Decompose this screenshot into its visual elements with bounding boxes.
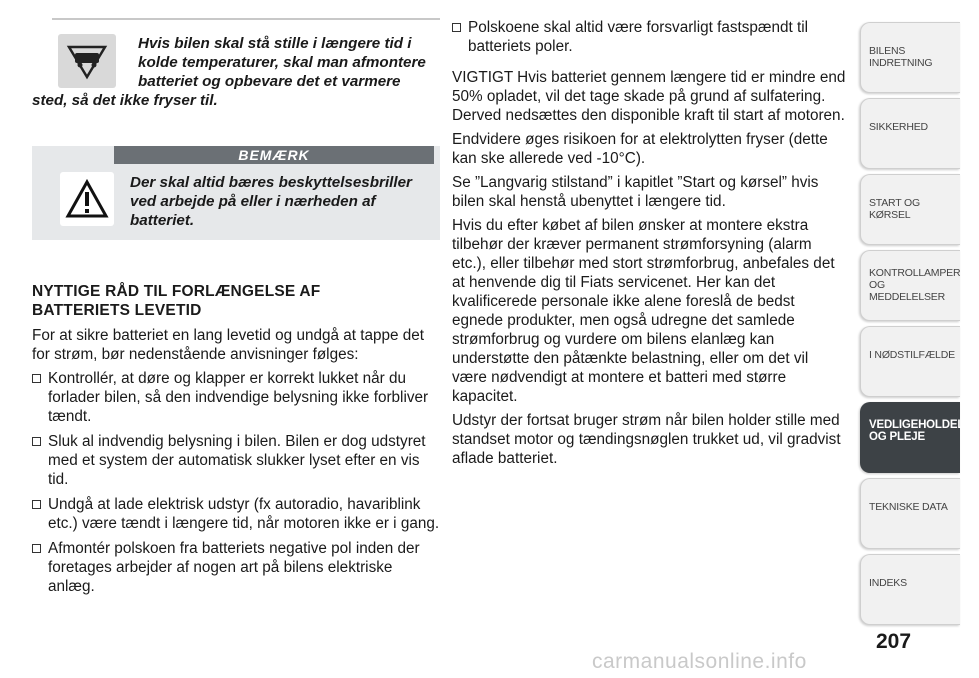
tab-label: SIKKERHED <box>869 121 928 133</box>
paragraph: Hvis du efter købet af bilen ønsker at montere ekstra tilbehør der kræver permanent strømforsyning (alarm etc.), eller tilbehør med stort strømforbrug, anbefales det at henvende dig til Fiats servicenet. Her kan det kvalificerede personale ikke alene foreslå de bedst egnede produkter, men også udregne det samlede strømforbrug og vurdere om bilens elanlæg kan understøtte den påtænkte belastning, eller om det vil være nødvendigt at montere et batteri med større kapacitet. <box>452 217 835 405</box>
pole-list <box>452 18 847 56</box>
paragraph: Endvidere øges risikoen for at elektrolytten fryser (dette kan ske allerede ved -10°C). <box>452 131 828 167</box>
tab-label: OG MEDDELELSER <box>869 279 945 303</box>
checkbox-bullet-icon <box>32 544 41 553</box>
checkbox-bullet-icon <box>32 374 41 383</box>
intro-paragraph: For at sikre batteriet en lang levetid og undgå at tappe det for strøm, bør nedenstående anvisninger følges: <box>32 327 425 363</box>
list-item <box>452 18 847 56</box>
tab-label: KONTROLLAMPER <box>869 267 961 279</box>
list-item-text: Polskoene skal altid være forsvarligt fastspændt til batteriets poler. <box>468 19 809 55</box>
note-cold-storage-text: Hvis bilen skal stå stille i længere tid i kolde temperaturer, skal man afmontere batteriet og opbevare det et varmere sted, så det ikke fryser til. <box>32 35 426 109</box>
tab-label: TEKNISKE DATA <box>869 501 948 513</box>
note-bemaerk <box>32 146 440 240</box>
list-item <box>32 432 440 489</box>
list-item-text: Kontrollér, at døre og klapper er korrekt lukket når du forlader bilen, så den indvendige belysning ikke forbliver tændt. <box>48 370 429 425</box>
list-item-text: Undgå at lade elektrisk udstyr (fx autoradio, havariblink etc.) være tændt i længere tid, når motoren ikke er i gang. <box>48 496 440 532</box>
tab-i-nodstilfaelde[interactable] <box>860 326 960 397</box>
watermark: carmanualsonline.info <box>592 650 807 673</box>
car-snow-icon <box>58 34 116 88</box>
tab-label: VEDLIGEHOLDELSE <box>869 419 979 431</box>
section-heading <box>32 282 440 320</box>
paragraph: Udstyr der fortsat bruger strøm når bilen holder stille med standset motor og tændingsnøglen trukket ud, vil gradvist aflade batteriet. <box>452 412 841 467</box>
left-column <box>32 18 440 602</box>
paragraph: Se ”Langvarig stilstand” i kapitlet ”Start og kørsel” hvis bilen skal henstå ubenyttet i længere tid. <box>452 174 819 210</box>
paragraph: VIGTIGT Hvis batteriet gennem længere tid er mindre end 50% opladet, vil det tage skade på grund af sulfatering. Derved nedsættes den disponible kraft til start af motoren. <box>452 69 846 124</box>
tab-label: I NØDSTILFÆLDE <box>869 349 955 361</box>
list-item-text: Afmontér polskoen fra batteriets negative pol inden der foretages arbejder af nogen art på bilens elektriske anlæg. <box>48 540 420 595</box>
advice-list <box>32 369 440 596</box>
list-item <box>32 369 440 426</box>
chapter-tabs <box>860 22 979 630</box>
tab-tekniske-data[interactable] <box>860 478 960 549</box>
tab-start-og-korsel[interactable] <box>860 174 960 245</box>
heading-line1: NYTTIGE RÅD TIL FORLÆNGELSE AF <box>32 283 321 300</box>
list-item <box>32 539 440 596</box>
note-header: BEMÆRK <box>114 146 434 164</box>
heading-line2: BATTERIETS LEVETID <box>32 302 202 319</box>
checkbox-bullet-icon <box>32 437 41 446</box>
note-cold-storage <box>32 20 440 110</box>
checkbox-bullet-icon <box>32 500 41 509</box>
tab-label: OG PLEJE <box>869 431 925 443</box>
tab-vedligeholdelse[interactable] <box>860 402 979 473</box>
note-bemaerk-text: Der skal altid bæres beskyttelsesbriller ved arbejde på eller i nærheden af batteriet. <box>130 174 412 229</box>
tab-sikkerhed[interactable] <box>860 98 960 169</box>
list-item <box>32 495 440 533</box>
tab-label: START OG KØRSEL <box>869 197 920 221</box>
tab-label: INDEKS <box>869 577 907 589</box>
tab-bilens-indretning[interactable] <box>860 22 960 93</box>
list-item-text: Sluk al indvendig belysning i bilen. Bilen er dog udstyret med et system der automatisk slukker lyset efter en vis tid. <box>48 433 426 488</box>
tab-label: BILENS INDRETNING <box>869 45 933 69</box>
checkbox-bullet-icon <box>452 23 461 32</box>
page-number: 207 <box>876 630 912 653</box>
tab-indeks[interactable] <box>860 554 960 625</box>
right-column <box>452 18 847 473</box>
tab-kontrollamper[interactable] <box>860 250 960 321</box>
warning-triangle-icon <box>60 172 114 226</box>
